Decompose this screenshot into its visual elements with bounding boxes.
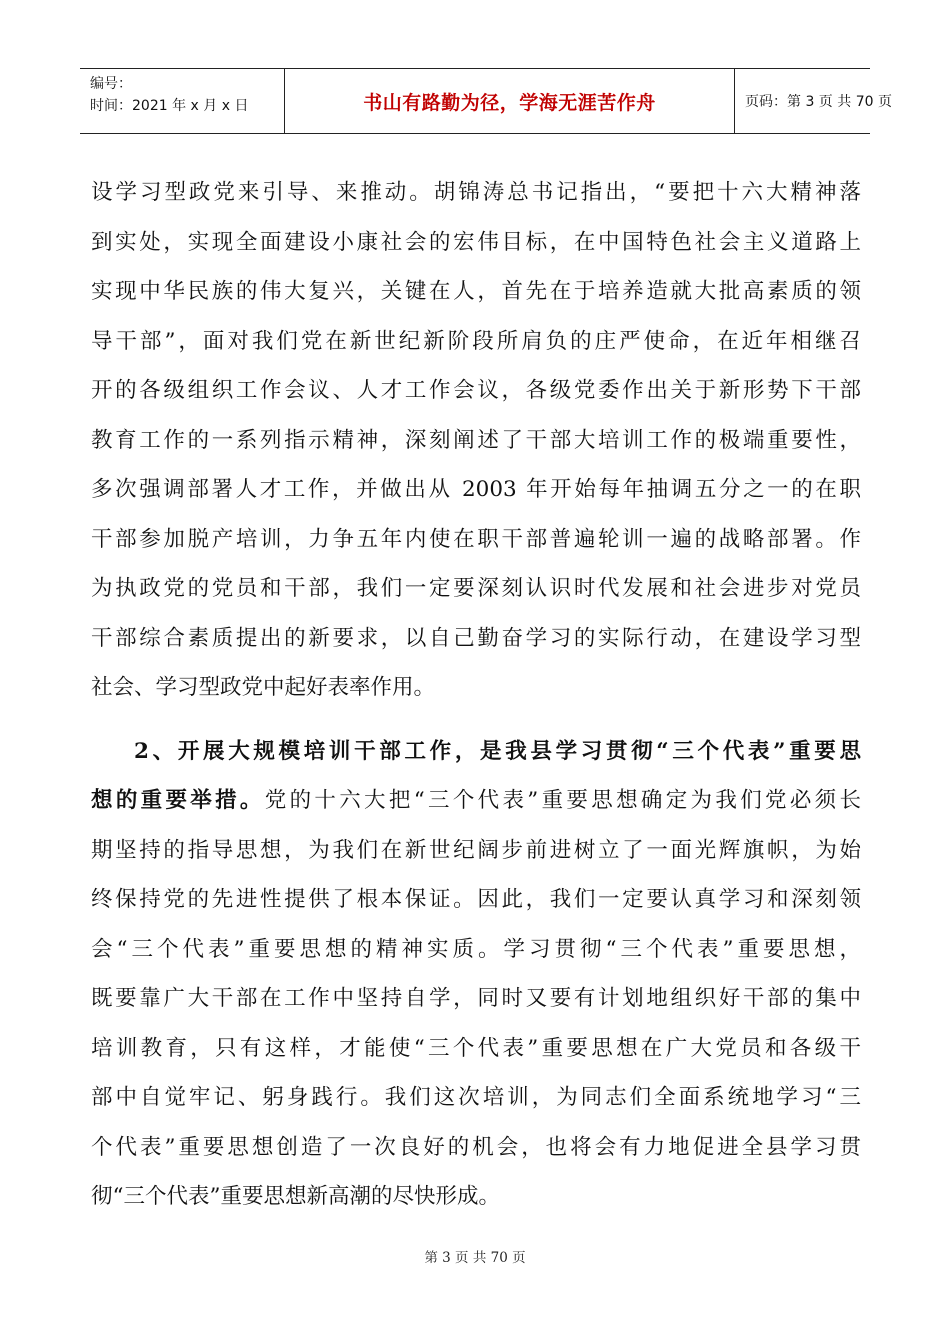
paragraph-2: [91, 727, 861, 1222]
section-heading-line: 2、开展大规模培训干部工作，是我县学习贯彻“三个代表”重要思: [134, 738, 861, 764]
text-line: 个代表”重要思想创造了一次良好的机会，也将会有力地促进全县学习贯: [91, 1134, 861, 1160]
text-line: 导干部”，面对我们党在新世纪新阶段所肩负的庄严使命，在近年相继召: [91, 328, 861, 354]
text-line: 社会、学习型政党中起好表率作用。: [91, 675, 436, 700]
text-line: 期坚持的指导思想，为我们在新世纪阔步前进树立了一面光辉旗帜，为始: [91, 837, 861, 863]
text-line: 培训教育，只有这样，才能使“三个代表”重要思想在广大党员和各级干: [91, 1035, 861, 1061]
date-label: 时间：2021 年 x 月 x 日: [90, 98, 249, 114]
text-line: 干部参加脱产培训，力争五年内使在职干部普遍轮训一遍的战略部署。作: [91, 526, 861, 552]
text-line: 多次强调部署人才工作，并做出从 2003 年开始每年抽调五分之一的在职: [91, 477, 861, 502]
text-line: 教育工作的一系列指示精神，深刻阐述了干部大培训工作的极端重要性，: [91, 427, 861, 453]
document-body: [91, 168, 861, 1222]
header-page-info: 页码：第 3 页 共 70 页: [745, 94, 892, 110]
text-line: 为执政党的党员和干部，我们一定要深刻认识时代发展和社会进步对党员: [91, 576, 861, 601]
text-line: [91, 776, 861, 826]
header-meta: [80, 69, 285, 133]
page-footer: 第 3 页 共 70 页: [424, 1250, 526, 1266]
text-line: 会“三个代表”重要思想的精神实质。学习贯彻“三个代表”重要思想，: [91, 936, 861, 962]
text-line: 开的各级组织工作会议、人才工作会议，各级党委作出关于新形势下干部: [91, 378, 861, 403]
text-line: 彻“三个代表”重要思想新高潮的尽快形成。: [91, 1184, 500, 1209]
text-line: 到实处，实现全面建设小康社会的宏伟目标，在中国特色社会主义道路上: [91, 229, 861, 255]
serial-number-label: 编号：: [90, 76, 132, 92]
text-line: 干部综合素质提出的新要求，以自己勤奋学习的实际行动，在建设学习型: [91, 625, 861, 651]
paragraph-1: [91, 168, 861, 713]
header-motto: 书山有路勤为径，学海无涯苦作舟: [285, 69, 735, 133]
text-line: 设学习型政党来引导、来推动。胡锦涛总书记指出，“要把十六大精神落: [91, 180, 861, 205]
section-heading-end: 想的重要举措。: [91, 788, 265, 813]
text-run: 党的十六大把“三个代表”重要思想确定为我们党必须长: [264, 788, 861, 813]
text-line: 部中自觉牢记、躬身践行。我们这次培训，为同志们全面系统地学习“三: [91, 1085, 861, 1110]
page-header: [80, 68, 892, 134]
text-line: 既要靠广大干部在工作中坚持自学，同时又要有计划地组织好干部的集中: [91, 986, 861, 1011]
text-line: 终保持党的先进性提供了根本保证。因此，我们一定要认真学习和深刻领: [91, 887, 861, 912]
text-line: 实现中华民族的伟大复兴，关键在人，首先在于培养造就大批高素质的领: [91, 279, 861, 304]
